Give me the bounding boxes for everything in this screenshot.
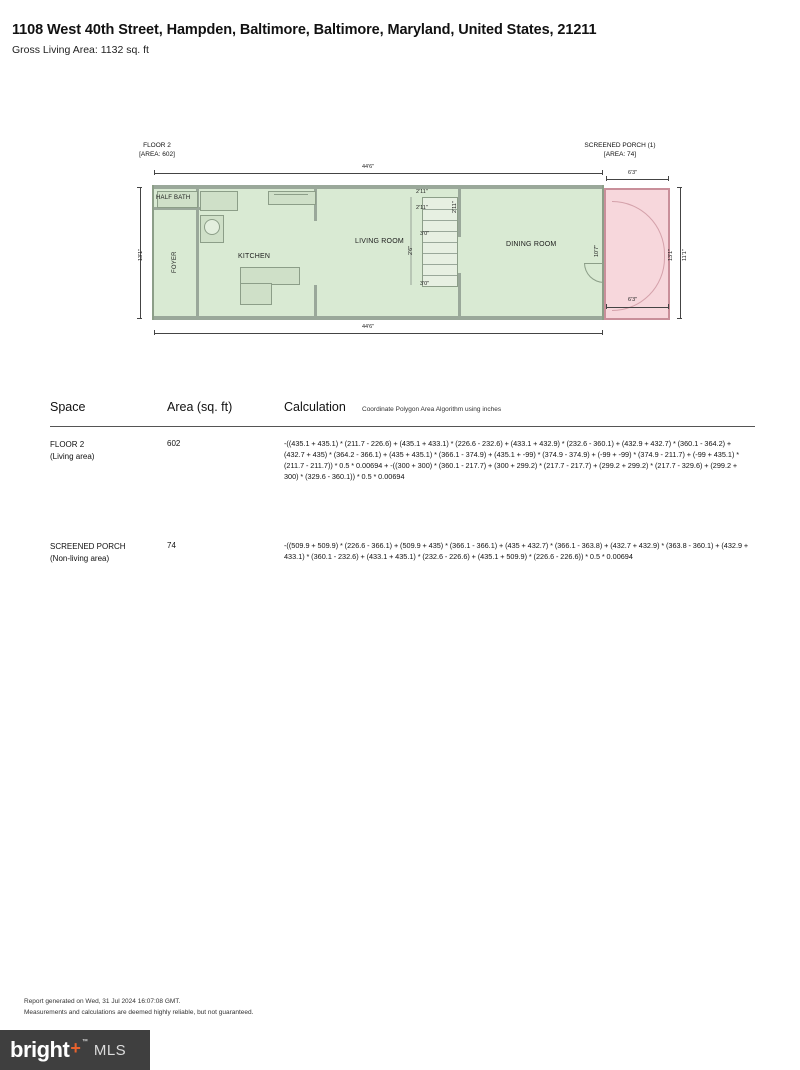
row-space — [50, 439, 170, 462]
dimline-right — [680, 187, 681, 318]
dim-stair-side-1: 2'11" — [452, 201, 458, 213]
room-name-half-bath: HALF BATH — [156, 195, 191, 201]
row-calculation: -((435.1 + 435.1) * (211.7 - 226.6) + (435.1 + 433.1) * (226.6 - 232.6) + (433.1 + 432.9) * (232.6 - 360.1) + (432.9 + 432.7) * (360.1 - 364.2) + (432.7 + 435) * (364.2 - 366.1) + (435 + 435.1) * (366.1 - 374.9) + (435.1 + -99) * (374.9 - 374.9) + (-99 + -99) * (374.9 - 211.7) + (-99 + 435.1) * (211.7 - 211.7)) * 0.5 * 0.00694 + -((300 + 300) * (360.1 - 217.7) + (300 + 299.2) * (217.7 - 217.7) + (299.2 + 299.2) * (217.7 - 329.6) + (299.2 + 300) * (329.6 - 360.1)) * 0.5 * 0.00694 — [284, 439, 740, 481]
footer-generated: Report generated on Wed, 31 Jul 2024 16:07:08 GMT. — [24, 997, 181, 1005]
room-name-foyer: FOYER — [172, 251, 178, 273]
floor-label-line2: [AREA: 602] — [139, 151, 175, 158]
room-name-kitchen: KITCHEN — [238, 253, 271, 260]
dimline-porch-top — [606, 179, 668, 180]
row-area: 602 — [167, 439, 181, 448]
dim-bottom-width: 44'6" — [362, 324, 375, 330]
dim-stair-2: 2'11" — [416, 205, 428, 211]
table-row — [50, 439, 755, 481]
dim-stair-4: 3'0" — [420, 281, 430, 287]
row-space — [50, 541, 170, 564]
dimline-top — [154, 173, 602, 174]
column-header-area: Area (sq. ft) — [167, 400, 233, 414]
logo-wordmark: bright — [10, 1037, 70, 1062]
floor-label-line1: FLOOR 2 — [143, 142, 171, 149]
row-space-name: FLOOR 2 — [50, 440, 85, 449]
logo-trademark: ™ — [81, 1039, 88, 1045]
table-header — [50, 400, 755, 427]
dimline-bottom — [154, 333, 602, 334]
row-space-type: (Non-living area) — [50, 553, 110, 563]
report-footer — [24, 996, 253, 1018]
porch-label-line1: SCREENED PORCH (1) — [584, 142, 656, 149]
porch-label-line2: [AREA: 74] — [603, 151, 637, 158]
row-area: 74 — [167, 541, 176, 550]
dim-stair-3: 3'0" — [420, 231, 430, 237]
row-space-name: SCREENED PORCH — [50, 542, 126, 551]
dim-stair-1: 2'11" — [416, 189, 428, 195]
logo-mls-text: MLS — [93, 1041, 127, 1059]
dim-left-height: 13'1" — [138, 248, 144, 261]
dim-porch-height: 13'1" — [668, 248, 674, 261]
page-title: 1108 West 40th Street, Hampden, Baltimore, Baltimore, Maryland, United States, 21211 — [12, 22, 597, 38]
dim-porch-top: 6'3" — [628, 170, 638, 176]
row-calculation: -((509.9 + 509.9) * (226.6 - 366.1) + (509.9 + 435) * (366.1 - 366.1) + (435 + 432.7) * (366.1 - 363.8) + (432.7 + 432.9) * (363.8 - 360.1) + (432.9 + 433.1) * (360.1 - 232.6) + (433.1 + 435.1) * (232.6 - 226.6) + (435.1 + 509.9) * (226.6 - 226.6)) * 0.5 * 0.00694 — [284, 541, 749, 561]
column-header-calculation: Calculation — [284, 400, 346, 414]
dim-stair-side-2: 2'6" — [408, 245, 414, 255]
footer-disclaimer: Measurements and calculations are deemed highly reliable, but not guaranteed. — [24, 1008, 254, 1016]
dim-inner-right: 10'7" — [594, 244, 600, 257]
room-name-dining-room: DINING ROOM — [506, 241, 557, 248]
dim-top-width: 44'6" — [362, 164, 375, 170]
bright-mls-logo — [0, 1030, 150, 1070]
column-header-calculation-sub: Coordinate Polygon Area Algorithm using inches — [362, 406, 502, 413]
gross-living-area: Gross Living Area: 1132 sq. ft — [12, 44, 149, 56]
logo-plus-icon: + — [70, 1037, 81, 1058]
column-header-space: Space — [50, 400, 86, 414]
table-row — [50, 541, 755, 571]
room-name-living-room: LIVING ROOM — [355, 238, 404, 245]
report-header — [12, 22, 788, 56]
dim-right-height: 11'1" — [682, 249, 688, 261]
area-calculation-table — [50, 400, 755, 571]
dim-porch-bottom: 6'3" — [628, 297, 638, 303]
floorplan-diagram — [110, 142, 710, 345]
row-space-type: (Living area) — [50, 451, 95, 461]
dimline-porch-bottom — [606, 307, 668, 308]
